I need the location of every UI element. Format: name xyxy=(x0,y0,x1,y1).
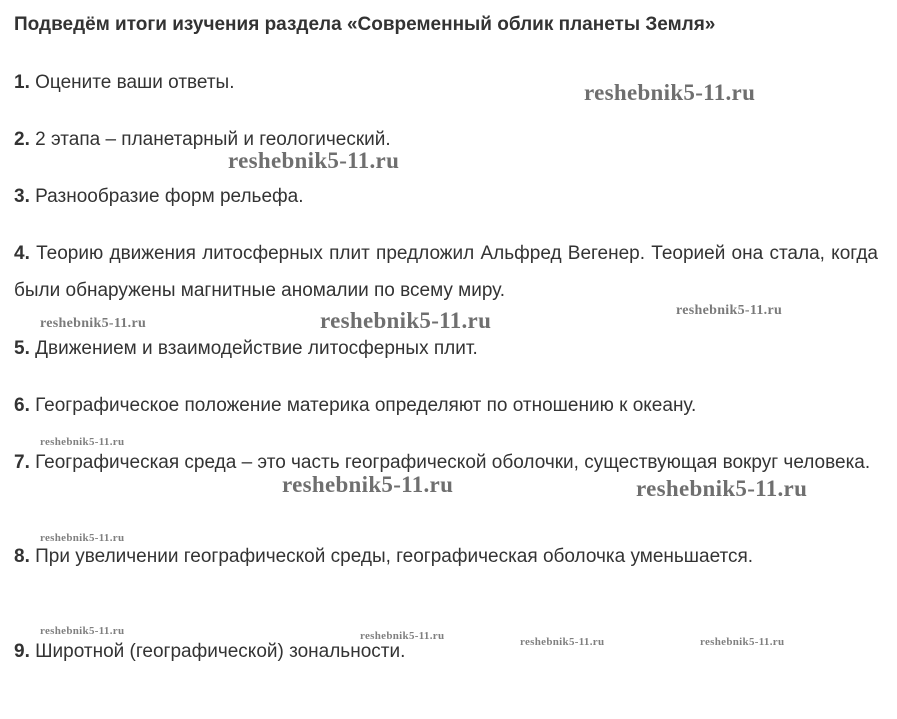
answer-text: Движением и взаимодействие литосферных плит. xyxy=(35,338,478,359)
watermark: reshebnik5-11.ru xyxy=(636,476,808,501)
watermark: reshebnik5-11.ru xyxy=(228,148,400,173)
answer-number: 4. xyxy=(14,243,30,264)
watermark: reshebnik5-11.ru xyxy=(676,303,783,318)
watermark: reshebnik5-11.ru xyxy=(520,636,605,648)
answer-text: Теорию движения литосферных плит предложил Альфред Вегенер. Теорией она стала, когда были обнаружены магнитные аномалии по всему миру. xyxy=(14,243,879,301)
watermark: reshebnik5-11.ru xyxy=(40,625,125,637)
page-title: Подведём итоги изучения раздела «Современный облик планеты Земля» xyxy=(14,14,716,35)
answer-text: 2 этапа – планетарный и геологический. xyxy=(35,129,391,150)
answer-text: При увеличении географической среды, географическая оболочка уменьшается. xyxy=(35,546,754,567)
answer-number: 3. xyxy=(14,186,30,207)
answer-item-6 xyxy=(14,387,878,424)
answer-item-8 xyxy=(14,538,878,575)
watermark: reshebnik5-11.ru xyxy=(360,630,445,642)
answer-text: Оцените ваши ответы. xyxy=(35,72,235,93)
watermark: reshebnik5-11.ru xyxy=(320,308,492,333)
watermark: reshebnik5-11.ru xyxy=(40,532,125,544)
answer-number: 6. xyxy=(14,395,30,416)
answer-text: Широтной (географической) зональности. xyxy=(35,641,406,662)
answer-number: 1. xyxy=(14,72,30,93)
watermark: reshebnik5-11.ru xyxy=(40,436,125,448)
answer-number: 9. xyxy=(14,641,30,662)
watermark: reshebnik5-11.ru xyxy=(282,472,454,497)
answer-item-4 xyxy=(14,235,878,309)
watermark: reshebnik5-11.ru xyxy=(40,316,147,331)
answer-text: Географическая среда – это часть географической оболочки, существующая вокруг человека. xyxy=(35,452,871,473)
answer-text: Географическое положение материка определяют по отношению к океану. xyxy=(35,395,697,416)
answer-item-2 xyxy=(14,121,878,158)
answer-number: 5. xyxy=(14,338,30,359)
watermark: reshebnik5-11.ru xyxy=(584,80,756,105)
answer-number: 7. xyxy=(14,452,30,473)
answer-text: Разнообразие форм рельефа. xyxy=(35,186,304,207)
answer-item-5 xyxy=(14,330,878,367)
watermark: reshebnik5-11.ru xyxy=(700,636,785,648)
answer-number: 2. xyxy=(14,129,30,150)
answer-number: 8. xyxy=(14,546,30,567)
answer-item-3 xyxy=(14,178,878,215)
